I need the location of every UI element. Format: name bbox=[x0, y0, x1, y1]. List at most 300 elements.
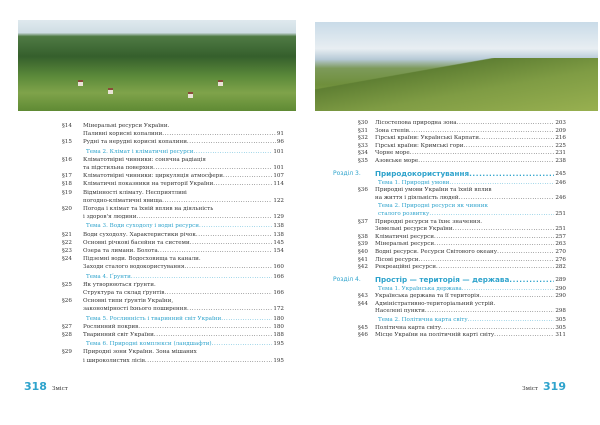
section-number: §40 bbox=[358, 248, 368, 255]
dot-leader bbox=[449, 180, 554, 188]
dot-leader bbox=[462, 286, 555, 294]
entry-title bbox=[83, 189, 284, 205]
page-ref: 91 bbox=[276, 131, 284, 138]
section-number: §37 bbox=[358, 218, 368, 225]
toc-entry-tema[interactable] bbox=[333, 180, 566, 188]
entry-line bbox=[378, 286, 566, 294]
entry-text: погодно-кліматичні явища bbox=[83, 197, 163, 204]
entry-text: Природокористування bbox=[375, 168, 470, 178]
entry-text: Гірські країни: Українські Карпати bbox=[375, 135, 479, 142]
section-number: §21 bbox=[62, 231, 72, 238]
toc-entry-tema[interactable] bbox=[62, 273, 284, 281]
page-ref: 225 bbox=[555, 142, 566, 149]
entry-line bbox=[375, 135, 566, 143]
entry-text: Як утворюються ґрунти. bbox=[83, 281, 156, 288]
dot-leader bbox=[184, 263, 272, 271]
entry-line bbox=[86, 340, 284, 348]
page-ref: 289 bbox=[555, 276, 566, 283]
entry-title bbox=[375, 249, 566, 257]
entry-line bbox=[375, 257, 566, 265]
page-ref: 203 bbox=[555, 120, 566, 126]
entry-text: на життя і діяльність людей bbox=[375, 194, 459, 201]
toc-entry-tema[interactable] bbox=[62, 315, 284, 323]
dot-leader bbox=[418, 257, 554, 265]
table-of-contents-left bbox=[62, 122, 284, 365]
toc-entry-par[interactable] bbox=[333, 219, 566, 234]
toc-entry-tema[interactable] bbox=[333, 286, 566, 294]
dot-leader bbox=[190, 239, 273, 247]
entry-text: сталого розвитку bbox=[378, 210, 430, 217]
entry-title bbox=[378, 286, 566, 294]
toc-entry-par[interactable] bbox=[62, 323, 284, 331]
page-ref: 276 bbox=[555, 256, 566, 263]
entry-title bbox=[83, 231, 284, 239]
entry-text: Природні зони України. Зона мішаних bbox=[83, 349, 197, 356]
section-number: §46 bbox=[358, 332, 368, 339]
toc-entry-par[interactable] bbox=[62, 138, 284, 146]
section-number: §36 bbox=[358, 187, 368, 194]
entry-line bbox=[375, 308, 566, 316]
entry-line bbox=[83, 172, 284, 180]
entry-line bbox=[83, 297, 284, 305]
section-number: §39 bbox=[358, 241, 368, 248]
entry-line bbox=[83, 247, 284, 255]
toc-entry-par[interactable] bbox=[62, 180, 284, 188]
page-ref: 270 bbox=[555, 248, 566, 255]
section-number: §44 bbox=[358, 300, 368, 307]
entry-line bbox=[86, 273, 284, 281]
entry-title bbox=[375, 293, 566, 301]
entry-text: Тема 1. Природні умови bbox=[378, 179, 450, 186]
entry-text: Мінеральні ресурси України. bbox=[83, 123, 170, 129]
toc-entry-par[interactable] bbox=[62, 231, 284, 239]
dot-leader bbox=[441, 325, 554, 333]
dot-leader bbox=[213, 180, 272, 188]
toc-entry-par[interactable] bbox=[333, 128, 566, 136]
page-footer bbox=[24, 380, 68, 393]
entry-title bbox=[378, 317, 566, 325]
page-ref: 101 bbox=[273, 148, 284, 155]
entry-title bbox=[375, 241, 566, 249]
entry-line bbox=[375, 275, 566, 285]
entry-line bbox=[83, 189, 284, 197]
dot-leader bbox=[187, 305, 272, 313]
page-ref: 195 bbox=[273, 357, 284, 364]
entry-title bbox=[375, 264, 566, 272]
entry-text: Кліматотвірні чинники: циркуляція атмосфери bbox=[83, 173, 223, 180]
entry-text: Земельні ресурси України bbox=[375, 226, 453, 233]
page-ref: 145 bbox=[273, 239, 284, 246]
page-footer bbox=[522, 380, 566, 393]
entry-title bbox=[83, 205, 284, 221]
page-ref: 251 bbox=[555, 210, 566, 217]
toc-entry-par[interactable] bbox=[333, 332, 566, 340]
section-number: §35 bbox=[358, 157, 368, 164]
dot-leader bbox=[153, 164, 272, 172]
running-title: Зміст bbox=[51, 386, 68, 392]
entry-text: Лісостепова природна зона bbox=[375, 120, 457, 126]
page-ref: 251 bbox=[555, 226, 566, 233]
entry-text: Кліматичні ресурси bbox=[375, 233, 434, 240]
entry-text: Зона степів bbox=[375, 127, 409, 134]
entry-title bbox=[83, 323, 284, 331]
page-ref: 101 bbox=[273, 165, 284, 172]
entry-text: Тема 2. Політична карта світу bbox=[378, 317, 468, 324]
entry-text: закономірності їхнього поширення bbox=[83, 306, 188, 313]
entry-title bbox=[375, 325, 566, 333]
entry-line bbox=[375, 128, 566, 136]
toc-entry-par[interactable] bbox=[333, 158, 566, 166]
toc-entry-par[interactable] bbox=[62, 297, 284, 313]
entry-title bbox=[375, 187, 566, 202]
page-ref: 154 bbox=[273, 248, 284, 255]
entry-text: Природні ресурси та їхнє значення. bbox=[375, 218, 483, 225]
entry-text: Тема 4. Ґрунти bbox=[86, 273, 131, 280]
dot-leader bbox=[196, 231, 272, 239]
entry-text: Азовське море bbox=[375, 157, 419, 164]
page-ref: 216 bbox=[555, 135, 566, 142]
page-ref: 114 bbox=[273, 181, 284, 188]
entry-title bbox=[83, 156, 284, 172]
page-ref: 231 bbox=[555, 150, 566, 157]
entry-text: Тема 6. Природні комплекси (ландшафти) bbox=[86, 341, 212, 348]
dot-leader bbox=[479, 135, 554, 143]
section-number: §34 bbox=[358, 150, 368, 157]
page-ref: 138 bbox=[273, 231, 284, 238]
entry-line bbox=[83, 138, 284, 146]
entry-text: Озера та лимани. Болота bbox=[83, 248, 158, 255]
entry-text: Тема 2. Природні ресурси як чинник bbox=[378, 203, 488, 210]
entry-line bbox=[375, 120, 566, 128]
dot-leader bbox=[136, 213, 272, 221]
section-number: §38 bbox=[358, 233, 368, 240]
toc-entry-tema[interactable] bbox=[62, 222, 284, 230]
page-number: 318 bbox=[24, 380, 47, 393]
section-number: §32 bbox=[358, 135, 368, 142]
section-number: §17 bbox=[62, 173, 72, 180]
dot-leader bbox=[221, 315, 272, 323]
page-ref: 188 bbox=[273, 332, 284, 339]
dot-leader bbox=[418, 158, 554, 166]
toc-entry-par[interactable] bbox=[333, 241, 566, 249]
entry-title bbox=[375, 234, 566, 242]
entry-text: Заходи сталого водокористування bbox=[83, 264, 185, 271]
entry-text: Рослинний покрив bbox=[83, 323, 139, 330]
page-ref: 166 bbox=[273, 290, 284, 297]
dot-leader bbox=[463, 143, 554, 151]
toc-entry-rozdil[interactable] bbox=[333, 275, 566, 285]
entry-line bbox=[375, 150, 566, 158]
entry-line bbox=[86, 315, 284, 323]
dot-leader bbox=[162, 130, 276, 138]
entry-line bbox=[375, 219, 566, 227]
entry-line bbox=[83, 213, 284, 221]
page-ref: 180 bbox=[273, 315, 284, 322]
entry-text: Тема 5. Рослинність і тваринний світ України bbox=[86, 315, 222, 322]
section-number: §19 bbox=[62, 189, 72, 196]
toc-entry-par[interactable] bbox=[333, 234, 566, 242]
table-of-contents-right bbox=[333, 120, 566, 340]
page-ref: 138 bbox=[273, 223, 284, 230]
entry-text: Місце України на політичній карті світу bbox=[375, 332, 495, 339]
entry-text: Води суходолу. Характеристики річок bbox=[83, 231, 196, 238]
entry-text: Паливні корисні копалини bbox=[83, 131, 163, 138]
entry-text: Тваринний світ України bbox=[83, 332, 154, 339]
entry-line bbox=[375, 249, 566, 257]
entry-line bbox=[378, 211, 566, 219]
entry-text: Кліматотвірні чинники: сонячна радіація bbox=[83, 156, 206, 163]
entry-line bbox=[375, 143, 566, 151]
entry-title bbox=[86, 273, 284, 281]
entry-line bbox=[86, 222, 284, 230]
entry-text: Рекреаційні ресурси bbox=[375, 264, 436, 271]
page-ref: 298 bbox=[555, 308, 566, 315]
entry-title bbox=[83, 247, 284, 255]
entry-line bbox=[83, 305, 284, 313]
toc-entry-par[interactable] bbox=[333, 249, 566, 257]
page-ref: 180 bbox=[273, 323, 284, 330]
entry-title bbox=[375, 158, 566, 166]
dot-leader bbox=[164, 289, 272, 297]
page-ref: 290 bbox=[555, 293, 566, 300]
entry-text: Водні ресурси. Ресурси Світового океану bbox=[375, 248, 498, 255]
page-ref: 160 bbox=[273, 264, 284, 271]
section-number: §14 bbox=[62, 123, 72, 129]
toc-entry-par[interactable] bbox=[333, 187, 566, 202]
section-number: §30 bbox=[358, 120, 368, 126]
section-number: §24 bbox=[62, 256, 72, 263]
entry-text: та підстильна поверхня bbox=[83, 165, 154, 172]
entry-title bbox=[375, 169, 566, 179]
entry-line bbox=[378, 317, 566, 325]
page-ref: 311 bbox=[555, 332, 566, 339]
entry-line bbox=[83, 122, 284, 130]
page-ref: 246 bbox=[555, 194, 566, 201]
dot-leader bbox=[145, 357, 272, 365]
entry-title bbox=[375, 120, 566, 128]
entry-line bbox=[375, 264, 566, 272]
dot-leader bbox=[434, 234, 554, 242]
dot-leader bbox=[410, 150, 555, 158]
dot-leader bbox=[459, 195, 555, 203]
toc-entry-par[interactable] bbox=[333, 301, 566, 316]
entry-title bbox=[83, 138, 284, 146]
entry-text: Кліматичні показники на території України bbox=[83, 181, 214, 188]
entry-line bbox=[83, 323, 284, 331]
section-number: §45 bbox=[358, 324, 368, 331]
page-ref: 209 bbox=[555, 127, 566, 134]
section-number: §27 bbox=[62, 323, 72, 330]
section-number: §26 bbox=[62, 298, 72, 305]
section-number: Розділ 3. bbox=[333, 169, 361, 177]
entry-title bbox=[83, 348, 284, 364]
dot-leader bbox=[425, 308, 554, 316]
entry-title bbox=[375, 332, 566, 340]
entry-line bbox=[375, 332, 566, 340]
entry-line bbox=[86, 148, 284, 156]
entry-title bbox=[375, 257, 566, 265]
entry-line bbox=[83, 205, 284, 213]
entry-text: Тема 3. Води суходолу і водні ресурси bbox=[86, 223, 200, 230]
entry-title bbox=[83, 331, 284, 339]
toc-entry-tema[interactable] bbox=[62, 148, 284, 156]
entry-text: Відмінності клімату. Несприятливі bbox=[83, 189, 187, 196]
entry-line bbox=[83, 281, 284, 289]
dot-leader bbox=[434, 241, 554, 249]
toc-entry-par[interactable] bbox=[62, 255, 284, 271]
entry-line bbox=[375, 169, 566, 179]
section-number: §41 bbox=[358, 256, 368, 263]
dot-leader bbox=[469, 169, 554, 179]
entry-line bbox=[83, 331, 284, 339]
entry-text: Лісові ресурси bbox=[375, 256, 419, 263]
dot-leader bbox=[457, 120, 555, 128]
toc-entry-par[interactable] bbox=[333, 135, 566, 143]
dot-leader bbox=[131, 273, 273, 281]
entry-line bbox=[83, 164, 284, 172]
page-ref: 263 bbox=[555, 241, 566, 248]
entry-title bbox=[86, 315, 284, 323]
entry-title bbox=[83, 122, 284, 138]
entry-title bbox=[375, 143, 566, 151]
dot-leader bbox=[429, 211, 554, 219]
entry-title bbox=[375, 128, 566, 136]
entry-title bbox=[378, 180, 566, 188]
toc-entry-par[interactable] bbox=[62, 331, 284, 339]
entry-line bbox=[83, 197, 284, 205]
toc-entry-par[interactable] bbox=[333, 257, 566, 265]
entry-text: Погода і клімат та їхній вплив на діяльність bbox=[83, 206, 214, 213]
entry-text: Підземні води. Водосховища та канали. bbox=[83, 256, 201, 263]
dot-leader bbox=[187, 138, 276, 146]
dot-leader bbox=[497, 249, 554, 257]
page-ref: 305 bbox=[555, 324, 566, 331]
dot-leader bbox=[138, 323, 272, 331]
running-title: Зміст bbox=[522, 386, 539, 392]
entry-line bbox=[375, 293, 566, 301]
dot-leader bbox=[479, 293, 554, 301]
entry-text: Українська держава та її територія bbox=[375, 293, 480, 300]
entry-line bbox=[375, 195, 566, 203]
right-page bbox=[300, 0, 600, 425]
dot-leader bbox=[409, 128, 554, 136]
entry-title bbox=[83, 281, 284, 297]
toc-entry-par[interactable] bbox=[62, 122, 284, 138]
section-number: §29 bbox=[62, 349, 72, 356]
entry-line bbox=[83, 231, 284, 239]
page-ref: 246 bbox=[555, 179, 566, 186]
entry-text: Гірські країни: Кримські гори bbox=[375, 142, 464, 149]
entry-title bbox=[375, 135, 566, 143]
entry-title bbox=[86, 222, 284, 230]
entry-line bbox=[83, 263, 284, 271]
page-ref: 305 bbox=[555, 317, 566, 324]
entry-line bbox=[375, 226, 566, 234]
toc-entry-par[interactable] bbox=[62, 239, 284, 247]
entry-line bbox=[83, 180, 284, 188]
entry-line bbox=[375, 158, 566, 166]
entry-line bbox=[378, 180, 566, 188]
page-ref: 245 bbox=[555, 170, 566, 177]
entry-text: Рудні та нерудні корисні копалини bbox=[83, 139, 187, 146]
entry-text: Політична карта світу bbox=[375, 324, 442, 331]
entry-text: Населені пункти bbox=[375, 308, 425, 315]
section-number: §15 bbox=[62, 139, 72, 146]
entry-title bbox=[375, 150, 566, 158]
toc-entry-tema[interactable] bbox=[62, 340, 284, 348]
toc-entry-par[interactable] bbox=[62, 172, 284, 180]
entry-line bbox=[378, 203, 566, 211]
entry-title bbox=[86, 148, 284, 156]
dot-leader bbox=[436, 264, 554, 272]
page-ref: 107 bbox=[273, 173, 284, 180]
entry-line bbox=[83, 289, 284, 297]
dot-leader bbox=[212, 340, 273, 348]
page-ref: 172 bbox=[273, 306, 284, 313]
toc-entry-par[interactable] bbox=[62, 281, 284, 297]
section-number: §43 bbox=[358, 293, 368, 300]
entry-line bbox=[375, 187, 566, 195]
section-number: §22 bbox=[62, 239, 72, 246]
toc-entry-par[interactable] bbox=[333, 150, 566, 158]
section-number: §31 bbox=[358, 127, 368, 134]
dot-leader bbox=[199, 222, 272, 230]
toc-entry-par[interactable] bbox=[62, 205, 284, 221]
entry-text: Природні умови України та їхній вплив bbox=[375, 187, 492, 194]
toc-entry-tema[interactable] bbox=[333, 203, 566, 218]
dot-leader bbox=[194, 148, 273, 156]
toc-entry-par[interactable] bbox=[333, 325, 566, 333]
entry-line bbox=[83, 156, 284, 164]
page-ref: 166 bbox=[273, 273, 284, 280]
page-ref: 238 bbox=[555, 157, 566, 164]
toc-entry-tema[interactable] bbox=[333, 317, 566, 325]
page-number: 319 bbox=[543, 380, 566, 393]
dot-leader bbox=[453, 226, 555, 234]
entry-line bbox=[375, 234, 566, 242]
toc-entry-par[interactable] bbox=[333, 264, 566, 272]
page-ref: 195 bbox=[273, 341, 284, 348]
dot-leader bbox=[509, 275, 554, 285]
page-ref: 257 bbox=[555, 233, 566, 240]
section-number: §28 bbox=[62, 332, 72, 339]
section-number: §23 bbox=[62, 248, 72, 255]
toc-entry-par[interactable] bbox=[62, 348, 284, 364]
entry-text: Основні типи ґрунтів України, bbox=[83, 298, 174, 305]
page-ref: 282 bbox=[555, 264, 566, 271]
entry-title bbox=[375, 301, 566, 316]
entry-line bbox=[375, 325, 566, 333]
toc-entry-par[interactable] bbox=[333, 120, 566, 128]
entry-text: Структура та склад ґрунтів bbox=[83, 290, 165, 297]
entry-title bbox=[86, 340, 284, 348]
toc-entry-par[interactable] bbox=[62, 247, 284, 255]
entry-line bbox=[83, 357, 284, 365]
entry-text: і широколистих лісів bbox=[83, 357, 145, 364]
toc-entry-rozdil[interactable] bbox=[333, 169, 566, 179]
section-number: §25 bbox=[62, 281, 72, 288]
entry-line bbox=[375, 301, 566, 309]
toc-entry-par[interactable] bbox=[62, 156, 284, 172]
section-number: §42 bbox=[358, 264, 368, 271]
entry-title bbox=[375, 219, 566, 234]
page-ref: 122 bbox=[273, 197, 284, 204]
section-number: §33 bbox=[358, 142, 368, 149]
toc-entry-par[interactable] bbox=[62, 189, 284, 205]
toc-entry-par[interactable] bbox=[333, 143, 566, 151]
entry-text: Чорне море bbox=[375, 150, 410, 157]
toc-entry-par[interactable] bbox=[333, 293, 566, 301]
